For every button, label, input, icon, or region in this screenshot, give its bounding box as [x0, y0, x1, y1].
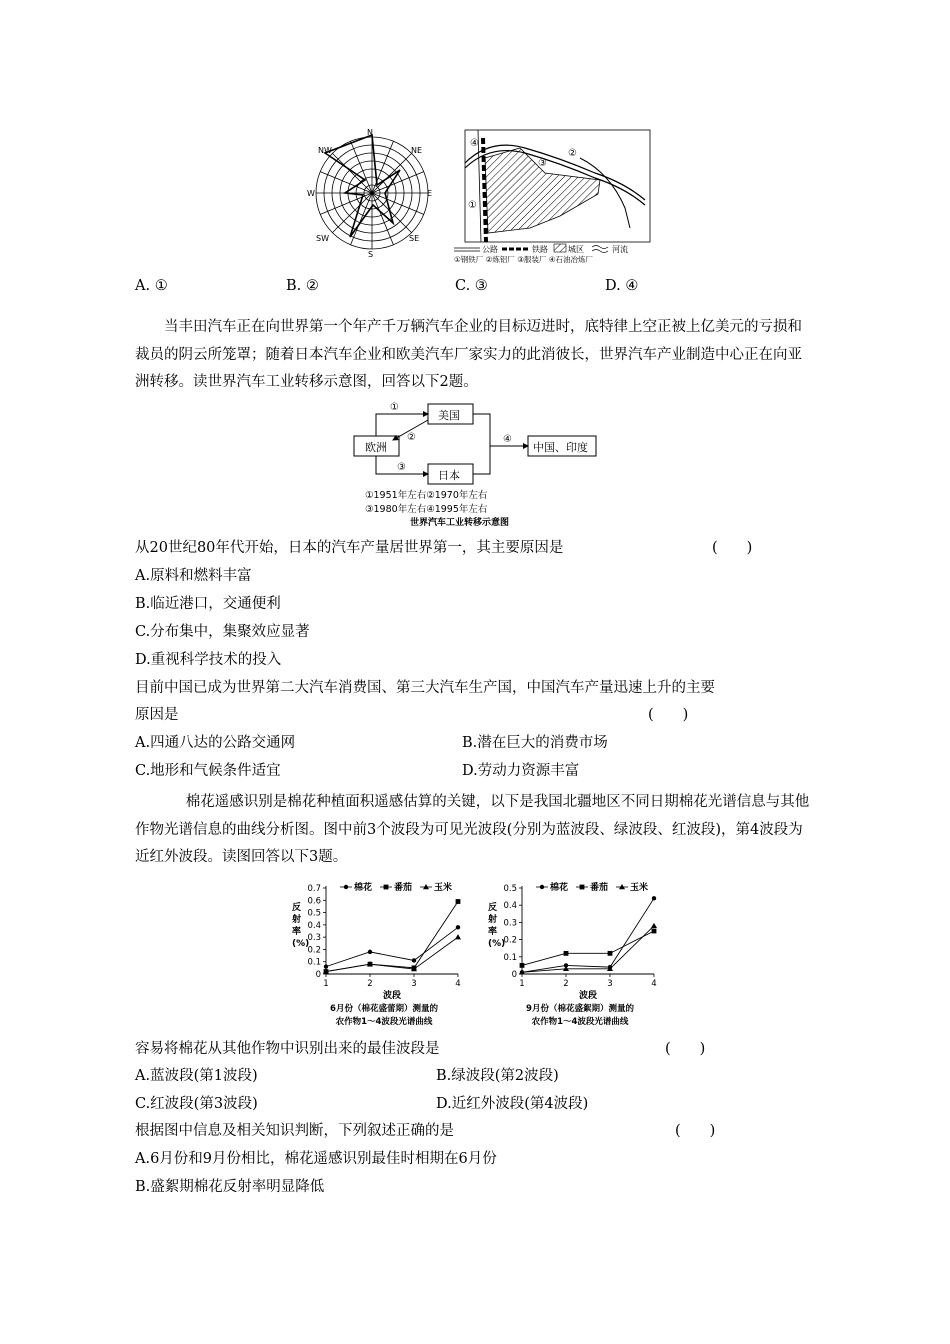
q3-option-d: D.劳动力资源丰富 [462, 763, 580, 779]
periods-line1: ①1951年左右②1970年左右 [365, 490, 488, 501]
intro-paragraph-cotton: 棉花遥感识别是棉花种植面积遥感估算的关键，以下是我国北疆地区不同日期棉花光谱信息与其他作物光谱信息的曲线分析图。图中前3个波段为可见光波段(分别为蓝波段、绿波段、红波段)，第4波段为近红外波段。读图回答以下3题。 [135, 794, 810, 865]
legend-label: 棉花 [354, 883, 373, 893]
y-tick-label: 0.1 [307, 957, 321, 968]
arrow-label-3: ③ [397, 462, 406, 473]
x-tick-label: 3 [411, 979, 417, 989]
y-axis-label: 射 [488, 915, 498, 925]
map-marker-2: ② [568, 148, 577, 159]
wind-rose-label-s: S [368, 250, 374, 259]
wind-rose-label-w: W [307, 189, 315, 198]
map-marker-4: ④ [470, 138, 479, 149]
legend-marker [423, 884, 429, 889]
y-tick-label: 0.5 [503, 884, 517, 894]
legend-marker [540, 885, 544, 889]
chart-caption-line1: 6月份（棉花盛蕾期）测量的 [330, 1004, 438, 1014]
q2-paren: ( ) [712, 540, 753, 556]
data-point [652, 896, 656, 900]
data-point [456, 899, 461, 904]
q4-option-a: A.蓝波段(第1波段) [135, 1068, 258, 1084]
node-europe: 欧洲 [365, 441, 387, 454]
data-point [324, 964, 328, 968]
q3-option-b: B.潜在巨大的消费市场 [462, 735, 608, 751]
y-tick-label: 0.3 [307, 933, 321, 944]
x-axis-label: 波段 [382, 991, 402, 1001]
legend-label: 玉米 [434, 883, 453, 893]
q3-paren: ( ) [648, 707, 689, 723]
diagram-caption: 世界汽车工业转移示意图 [410, 518, 510, 528]
y-axis-label: 反 [292, 903, 302, 913]
q4-paren: ( ) [665, 1041, 706, 1057]
q2-option-c: C.分布集中，集聚效应显著 [135, 624, 310, 640]
legend-label: 番茄 [394, 883, 413, 893]
x-axis-label: 波段 [578, 991, 598, 1001]
q1-option-d: D. ④ [605, 278, 639, 294]
legend-marker [344, 885, 348, 889]
y-tick-label: 0.4 [307, 920, 321, 931]
series-line [522, 926, 654, 972]
chart-caption-line1: 9月份（棉花盛絮期）测量的 [526, 1004, 634, 1014]
y-tick-label: 0.5 [307, 908, 321, 919]
y-tick-label: 0.6 [307, 896, 321, 907]
wind-rose-label-ne: NE [411, 146, 423, 155]
wind-rose-label-nw: NW [318, 146, 332, 155]
series-line [326, 902, 458, 972]
legend-marker [384, 885, 389, 890]
node-target: 中国、印度 [533, 441, 588, 454]
node-japan: 日本 [438, 469, 460, 482]
y-tick-label: 0.1 [503, 952, 517, 963]
series-line [326, 927, 458, 966]
legend-river-symbol [592, 246, 608, 253]
legend-rail-label: 铁路 [532, 245, 548, 254]
auto-industry-transfer-diagram [345, 400, 605, 530]
series-line [522, 898, 654, 972]
q2-stem: 从20世纪80年代开始，日本的汽车产量居世界第一，其主要原因是 [135, 540, 564, 556]
q1-option-a: A. ① [135, 278, 168, 294]
legend-factories: ①钢铁厂 ②炼铝厂 ③服装厂 ④石油冶炼厂 [454, 255, 594, 263]
q2-option-b: B.临近港口，交通便利 [135, 596, 281, 612]
q4-option-c: C.红波段(第3波段) [135, 1096, 258, 1112]
wind-rose-spoke [372, 153, 412, 193]
q3-option-a: A.四通八达的公路交通网 [135, 735, 296, 751]
x-tick-label: 4 [651, 979, 657, 989]
q3-stem-line2: 原因是 [135, 707, 179, 723]
wind-rose-label-e: E [427, 189, 433, 198]
wind-rose-figure [305, 125, 440, 260]
x-tick-label: 3 [607, 979, 613, 989]
arrow-label-1: ① [390, 402, 399, 413]
y-axis-label: 率 [292, 927, 302, 937]
data-point [652, 929, 657, 934]
data-point [455, 934, 461, 939]
wind-rose-label-n: N [367, 128, 373, 137]
city-layout-map [450, 128, 655, 263]
y-tick-label: 0.3 [503, 918, 517, 929]
q5-paren: ( ) [675, 1123, 716, 1139]
q5-option-a: A.6月份和9月份相比，棉花遥感识别最佳时相期在6月份 [135, 1151, 497, 1167]
y-axis-label: 射 [292, 915, 302, 925]
intro-paragraph-auto: 当丰田汽车正在向世界第一个年产千万辆汽车企业的目标迈进时，底特律上空正被上亿美元的亏损和裁员的阴云所笼罩；随着日本汽车企业和欧美汽车厂家实力的此消彼长，世界汽车产业制造中心正在向亚洲转移。读世界汽车工业转移示意图，回答以下2题。 [135, 319, 802, 390]
q1-option-b: B. ② [286, 278, 319, 294]
legend-road-label: 公路 [482, 245, 498, 254]
legend-label: 番茄 [590, 883, 609, 893]
q4-option-b: B.绿波段(第2波段) [436, 1068, 559, 1084]
q3-stem-line1: 目前中国已成为世界第二大汽车消费国、第三大汽车生产国，中国汽车产量迅速上升的主要 [135, 680, 715, 696]
wind-rose-spoke [332, 153, 372, 193]
q3-option-c: C.地形和气候条件适宜 [135, 763, 281, 779]
y-tick-label: 0 [315, 970, 321, 980]
y-tick-label: 0.4 [503, 901, 517, 912]
map-marker-1: ① [468, 200, 477, 211]
q5-stem: 根据图中信息及相关知识判断，下列叙述正确的是 [135, 1123, 454, 1139]
x-tick-label: 4 [455, 979, 461, 989]
q1-option-c: C. ③ [455, 278, 488, 294]
x-tick-label: 1 [323, 979, 329, 989]
y-tick-label: 0 [511, 970, 517, 980]
arrow-label-4: ④ [503, 434, 512, 445]
wind-rose-label-se: SE [409, 234, 420, 243]
railway-line [483, 138, 486, 242]
legend-marker [580, 885, 585, 890]
y-tick-label: 0.2 [307, 945, 321, 956]
x-tick-label: 2 [367, 979, 373, 989]
arrow-label-2: ② [407, 432, 416, 443]
legend-urban-symbol [554, 244, 566, 252]
data-point [412, 958, 416, 962]
legend-marker [619, 884, 625, 889]
node-usa: 美国 [438, 409, 460, 422]
y-axis-label: (%) [292, 939, 310, 949]
legend-urban-label: 城区 [568, 245, 584, 254]
data-point [608, 951, 613, 956]
spectral-chart-june [282, 874, 472, 1032]
data-point [651, 923, 657, 928]
wind-rose-spoke [372, 193, 412, 233]
data-point [520, 963, 525, 968]
map-marker-3: ③ [538, 158, 547, 169]
y-axis-label: 反 [488, 903, 498, 913]
y-tick-label: 0.2 [503, 935, 517, 946]
legend-river-label: 河流 [612, 245, 628, 254]
chart-caption-line2: 农作物1～4波段光谱曲线 [531, 1017, 629, 1027]
y-axis-label: 率 [488, 927, 498, 937]
x-tick-label: 2 [563, 979, 569, 989]
series-line [522, 931, 654, 965]
periods-line2: ③1980年左右④1995年左右 [365, 504, 488, 515]
q2-option-d: D.重视科学技术的投入 [135, 652, 282, 668]
wind-rose-spoke [332, 193, 372, 233]
data-point [368, 950, 372, 954]
q5-option-b: B.盛絮期棉花反射率明显降低 [135, 1179, 325, 1195]
legend-label: 棉花 [550, 883, 569, 893]
q2-option-a: A.原料和燃料丰富 [135, 568, 252, 584]
q4-stem: 容易将棉花从其他作物中识别出来的最佳波段是 [135, 1041, 440, 1057]
spectral-chart-september [478, 874, 668, 1032]
data-point [456, 925, 460, 929]
wind-rose-label-sw: SW [316, 234, 329, 243]
chart-caption-line2: 农作物1～4波段光谱曲线 [335, 1017, 433, 1027]
x-tick-label: 1 [519, 979, 525, 989]
data-point [564, 951, 569, 956]
legend-label: 玉米 [630, 883, 649, 893]
y-axis-label: (%) [488, 939, 506, 949]
arrow-4 [473, 414, 528, 474]
y-tick-label: 0.7 [307, 884, 321, 894]
q4-option-d: D.近红外波段(第4波段) [436, 1096, 589, 1112]
